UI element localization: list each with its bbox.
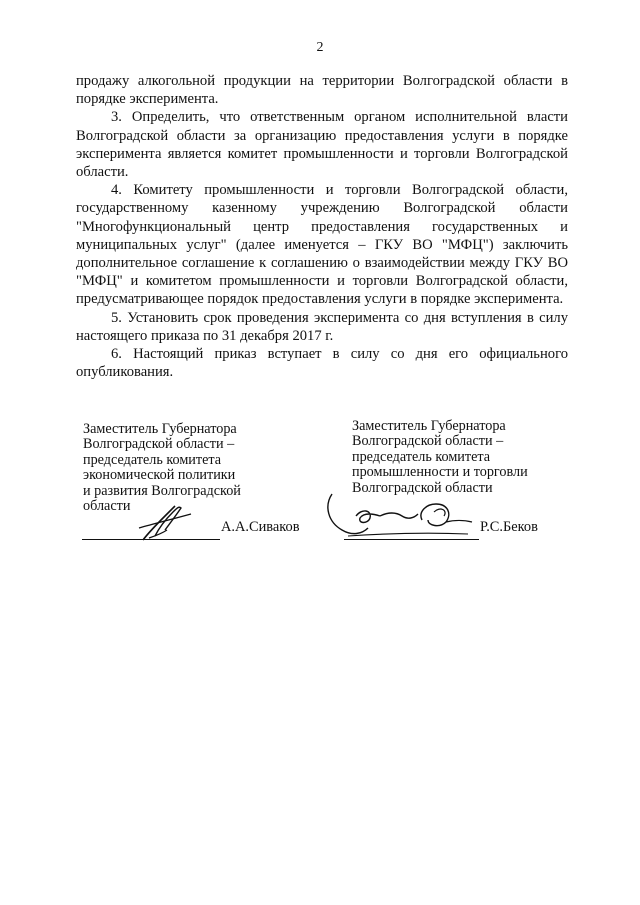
signer-title-line: области — [83, 498, 131, 515]
signer-title-line: и развития Волгоградской — [83, 482, 241, 499]
signer-title-line: председатель комитета — [352, 448, 491, 465]
handwritten-signature-right — [318, 490, 486, 542]
document-body — [76, 72, 568, 381]
signer-name-right: Р.С.Беков — [480, 519, 538, 535]
paragraph-3: 3. Определить, что ответственным органом исполнительной власти Волгоградской области за организацию предоставления услуги в порядке эксперимента является комитет промышленности и торговли Волгоградской области. — [76, 109, 568, 181]
signer-name-left: А.А.Сиваков — [221, 519, 300, 535]
signer-right-title — [352, 419, 562, 496]
signer-title-line: председатель комитета — [83, 451, 222, 468]
paragraph-4: 4. Комитету промышленности и торговли Волгоградской области, государственному казенному учреждению Волгоградской области "Многофункциональный центр предоставления государственных и муниципальных услуг" (далее именуется – ГКУ ВО "МФЦ") заключить дополнительное соглашение к соглашению о взаимодействии между ГКУ ВО "МФЦ" и комитетом промышленности и торговли Волгоградской области, предусматривающее порядок предоставления услуги в порядке эксперимента. — [76, 182, 568, 308]
signer-title-line: экономической политики — [83, 467, 236, 484]
paragraph-5: 5. Установить срок проведения эксперимента со дня вступления в силу настоящего приказа по 31 декабря 2017 г. — [76, 309, 568, 344]
signer-title-line: Заместитель Губернатора — [83, 421, 237, 437]
signer-left-title — [83, 422, 273, 514]
signer-title-line: Заместитель Губернатора — [352, 418, 506, 434]
paragraph-continuation: продажу алкогольной продукции на территории Волгоградской области в порядке эксперимента. — [76, 73, 568, 108]
signer-title-line: Волгоградской области – — [83, 436, 235, 453]
paragraph-6: 6. Настоящий приказ вступает в силу со дня его официального опубликования. — [76, 346, 568, 381]
signer-title-line: Волгоградской области – — [352, 433, 504, 450]
signer-title-line: Волгоградской области — [352, 479, 493, 496]
handwritten-signature-left — [135, 502, 195, 546]
page-number: 2 — [316, 40, 324, 55]
signer-title-line: промышленности и торговли — [352, 464, 528, 481]
